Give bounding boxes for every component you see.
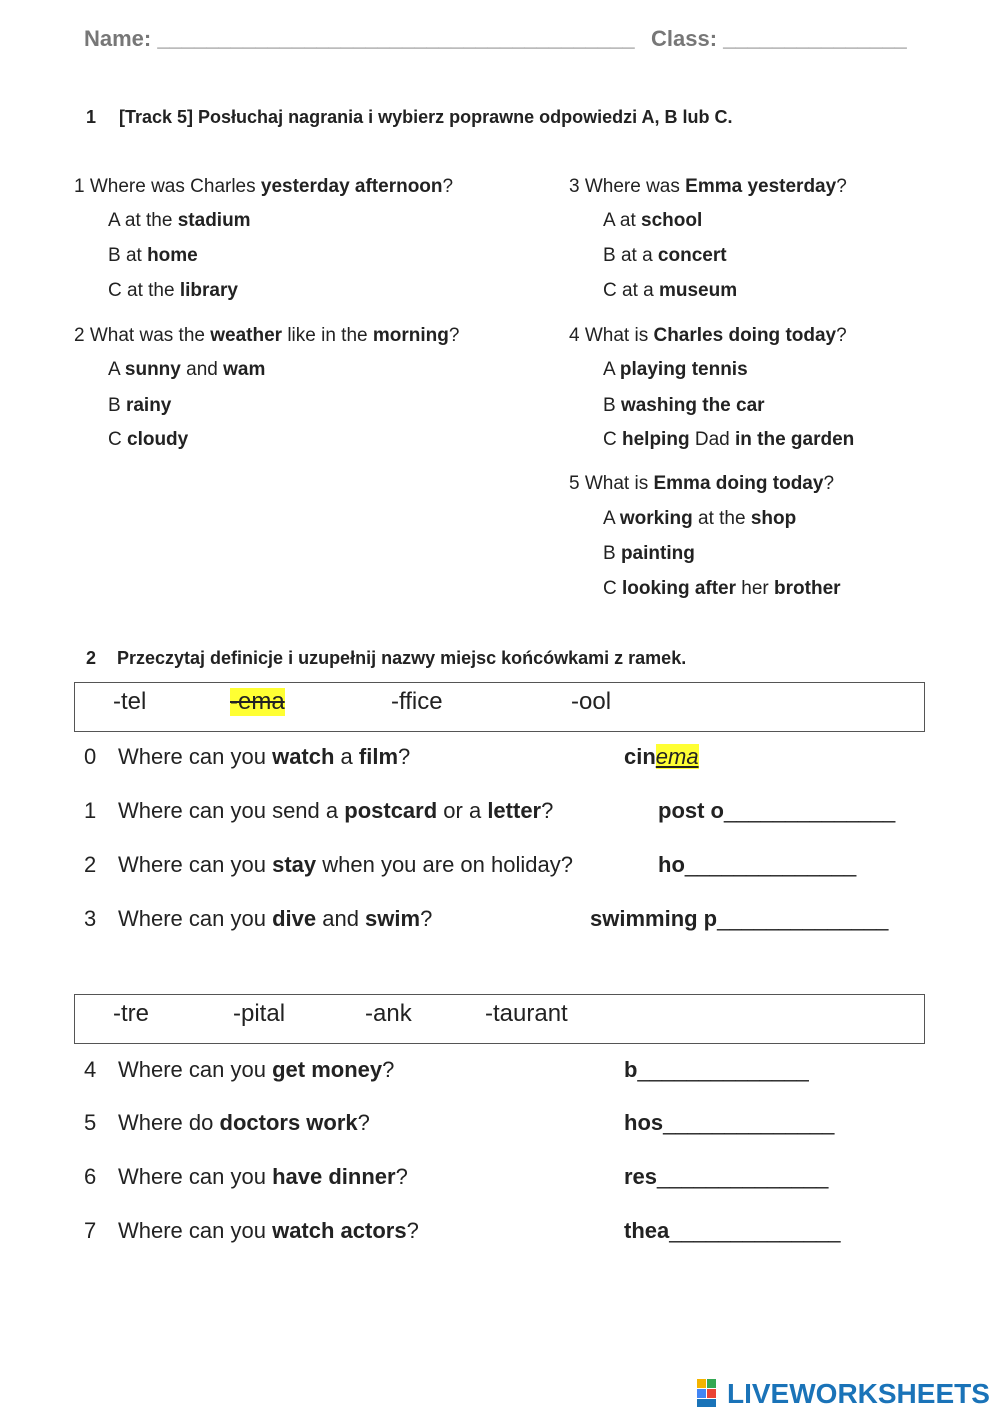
liveworksheets-logo-icon xyxy=(697,1379,725,1407)
endings-box-1 xyxy=(74,682,925,732)
answer-blank: ______________ xyxy=(663,1110,835,1135)
s1-question-3: 3 Where was Emma yesterday? xyxy=(569,176,847,197)
answer-blank: ______________ xyxy=(637,1057,809,1082)
ending-ank: -ank xyxy=(365,1000,412,1027)
class-label: Class: xyxy=(651,26,718,51)
s1-q1-option-b[interactable]: B at home xyxy=(108,245,198,266)
s2-item-5: 5 Where do doctors work? xyxy=(84,1110,370,1135)
ending-pital: -pital xyxy=(233,1000,286,1027)
s1-q4-option-c[interactable]: C helping Dad in the garden xyxy=(603,429,855,450)
section2-number: 2 xyxy=(86,648,97,668)
s2-answer-1[interactable]: post o______________ xyxy=(658,798,896,823)
section1-number: 1 xyxy=(86,107,97,127)
answer-filled-ema: ema xyxy=(655,744,699,769)
s2-answer-0: cinema xyxy=(624,744,699,769)
liveworksheets-logo xyxy=(697,1378,990,1410)
s2-answer-7[interactable]: thea______________ xyxy=(624,1218,841,1243)
s2-answer-5[interactable]: hos______________ xyxy=(624,1110,835,1135)
s2-item-1: 1 Where can you send a postcard or a letter? xyxy=(84,798,554,823)
s1-q3-option-a[interactable]: A at school xyxy=(603,210,703,231)
logo-text: LIVEWORKSHEETS xyxy=(727,1378,990,1409)
ending-tre: -tre xyxy=(113,1000,149,1027)
answer-blank: ______________ xyxy=(657,1164,829,1189)
s2-answer-4[interactable]: b______________ xyxy=(624,1057,809,1082)
s1-q2-option-c[interactable]: C cloudy xyxy=(108,429,189,450)
class-field xyxy=(651,26,907,52)
s1-question-4: 4 What is Charles doing today? xyxy=(569,325,847,346)
s2-answer-2[interactable]: ho______________ xyxy=(658,852,857,877)
ending-tel: -tel xyxy=(113,688,147,715)
section1-instruction: [Track 5] Posłuchaj nagrania i wybierz poprawne odpowiedzi A, B lub C. xyxy=(119,107,733,127)
s1-question-5: 5 What is Emma doing today? xyxy=(569,473,835,494)
s1-q3-option-c[interactable]: C at a museum xyxy=(603,280,738,301)
s1-question-1: 1 Where was Charles yesterday afternoon? xyxy=(74,176,454,197)
ending-ema-used: -ema xyxy=(230,688,285,715)
answer-blank: ______________ xyxy=(724,798,896,823)
s1-q2-option-a[interactable]: A sunny and wam xyxy=(108,359,266,380)
s1-q4-option-b[interactable]: B washing the car xyxy=(603,395,765,416)
section2-heading xyxy=(86,648,686,669)
s2-answer-6[interactable]: res______________ xyxy=(624,1164,829,1189)
section1-heading xyxy=(86,107,732,128)
s1-question-2: 2 What was the weather like in the morning? xyxy=(74,325,460,346)
s1-q2-option-b[interactable]: B rainy xyxy=(108,395,172,416)
name-label: Name: xyxy=(84,26,152,51)
s2-answer-3[interactable]: swimming p______________ xyxy=(590,906,889,931)
s2-item-7: 7 Where can you watch actors? xyxy=(84,1218,419,1243)
s2-item-6: 6 Where can you have dinner? xyxy=(84,1164,408,1189)
answer-blank: ______________ xyxy=(684,852,857,877)
s2-item-0: 0 Where can you watch a film? xyxy=(84,744,411,769)
answer-blank: ______________ xyxy=(717,906,889,931)
ending-ffice: -ffice xyxy=(391,688,443,715)
name-line[interactable]: _______________________________________ xyxy=(157,26,635,51)
s2-item-4: 4 Where can you get money? xyxy=(84,1057,395,1082)
s1-q5-option-a[interactable]: A working at the shop xyxy=(603,508,797,529)
s1-q5-option-c[interactable]: C looking after her brother xyxy=(603,578,841,599)
s1-q3-option-b[interactable]: B at a concert xyxy=(603,245,727,266)
s1-q1-option-a[interactable]: A at the stadium xyxy=(108,210,251,231)
s2-item-3: 3 Where can you dive and swim? xyxy=(84,906,433,931)
s1-q4-option-a[interactable]: A playing tennis xyxy=(603,359,748,380)
endings-box-2 xyxy=(74,994,925,1044)
section2-instruction: Przeczytaj definicje i uzupełnij nazwy miejsc końcówkami z ramek. xyxy=(117,648,687,668)
ending-ool: -ool xyxy=(571,688,612,715)
name-field xyxy=(84,26,635,52)
class-line[interactable]: _______________ xyxy=(723,26,907,51)
ending-taurant: -taurant xyxy=(485,1000,568,1027)
s2-item-2: 2 Where can you stay when you are on holiday? xyxy=(84,852,573,877)
s1-q5-option-b[interactable]: B painting xyxy=(603,543,695,564)
answer-blank: ______________ xyxy=(669,1218,841,1243)
s1-q1-option-c[interactable]: C at the library xyxy=(108,280,238,301)
